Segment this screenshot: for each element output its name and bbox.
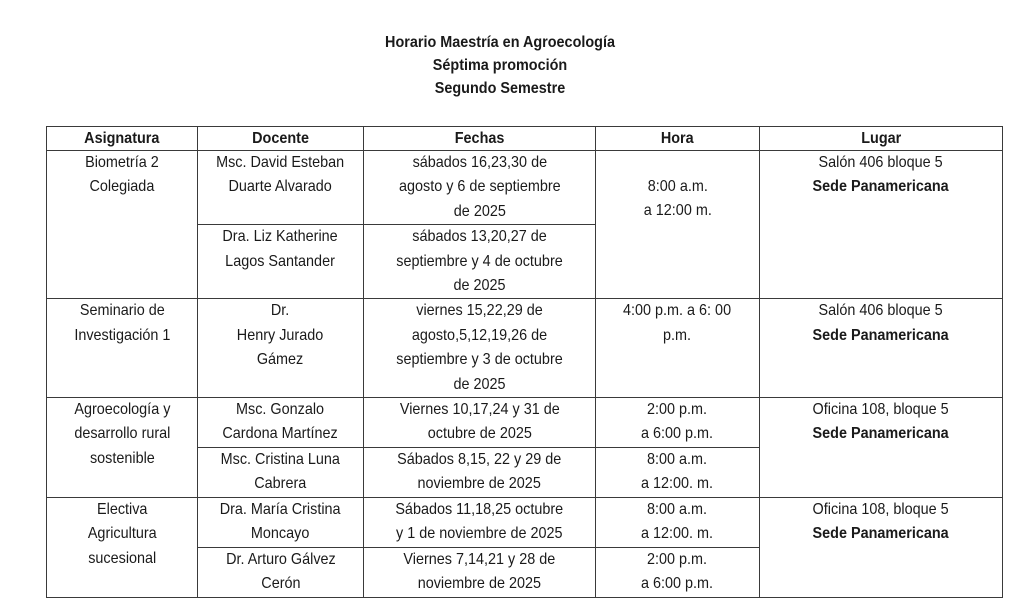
header-docente [198,127,364,151]
cell-text-line: Cabrera [254,475,307,493]
cell-text-line: Asignatura [84,130,160,147]
asignatura-cell [47,299,198,398]
cell-text-line: Viernes 10,17,24 y 31 de [399,401,560,419]
document-title [0,31,1000,100]
cell-text [641,548,713,597]
cell-text-line: 8:00 a.m. [647,450,708,468]
cell-text-line: Gámez [257,351,304,369]
cell-text [223,398,338,447]
lugar-cell [760,151,1003,299]
schedule-table [46,126,1003,598]
cell-text-line: Dra. María Cristina [220,500,341,518]
docente-cell [198,447,364,497]
cell-text-line: sostenible [89,449,155,467]
cell-text-line: p.m. [663,326,692,344]
hora-cell [596,299,760,398]
cell-text-line: Sede Panamericana [812,425,950,443]
lugar-cell [760,398,1003,498]
cell-text [813,498,949,547]
cell-text-line: Oficina 108, bloque 5 [812,401,950,419]
cell-text-line: Msc. David Esteban [216,154,345,171]
fechas-cell [364,225,596,299]
cell-text-line: viernes 15,22,29 de [416,302,543,320]
cell-text-line: Hora [661,130,694,147]
table-row [47,497,1003,547]
cell-text [400,398,560,447]
hora-cell [596,547,760,597]
fechas-cell [364,547,596,597]
cell-text [85,151,159,200]
cell-text [643,175,711,224]
cell-text-line: Fechas [454,130,505,147]
cell-text-line: a 6:00 p.m. [641,425,714,443]
cell-text [813,299,949,348]
header-lugar [760,127,1003,151]
cell-text-line: Sede Panamericana [812,525,950,543]
cell-text [220,498,341,547]
cell-text [74,398,170,471]
cell-text-line: 2:00 p.m. [647,550,708,568]
docente-cell [198,547,364,597]
cell-text-line: de 2025 [453,202,506,220]
docente-cell [198,225,364,299]
cell-text-line: Moncayo [251,525,310,543]
cell-text [74,299,170,348]
table-row [47,151,1003,225]
cell-text-line: Sábados 11,18,25 octubre [395,500,564,518]
docente-cell [198,299,364,398]
cell-text [813,398,949,447]
cell-text-line: Duarte Alvarado [228,178,333,196]
cell-text-line: Sede Panamericana [812,326,950,344]
cell-text-line: a 12:00. m. [641,525,714,543]
cell-text [223,225,338,274]
cell-text-line: Lugar [860,130,901,147]
cell-text-line: Sede Panamericana [812,178,950,196]
hora-cell [596,447,760,497]
header-fechas [364,127,596,151]
asignatura-cell [47,151,198,299]
cell-text-line: y 1 de noviembre de 2025 [396,525,563,543]
cell-text-line: a 12:00 m. [643,202,712,220]
cell-text-line: a 6:00 p.m. [641,575,714,593]
title-line-1: Horario Maestría en Agroecología [385,34,615,51]
hora-cell [596,151,760,299]
cell-text [397,448,561,497]
cell-text-line: Electiva [96,500,148,518]
cell-text-line: Agroecología y [73,401,171,419]
cell-text-line: septiembre y 4 de octubre [396,252,563,270]
header-hora [596,127,760,151]
cell-text-line: de 2025 [453,277,506,295]
cell-text [813,151,949,200]
table-row [47,398,1003,448]
cell-text [641,498,713,547]
cell-text-line: Dra. Liz Katherine [222,228,339,246]
cell-text-line: Msc. Cristina Luna [220,450,341,468]
cell-text [216,151,344,200]
cell-text-line: a 12:00. m. [641,475,714,493]
header-asignatura [47,127,198,151]
asignatura-cell [47,398,198,498]
cell-text-line: agosto y 6 de septiembre [398,178,561,196]
hora-cell [596,497,760,547]
docente-cell [198,398,364,448]
docente-cell [198,497,364,547]
cell-text [641,448,713,497]
cell-text-line: Msc. Gonzalo [236,401,325,419]
cell-text-line: noviembre de 2025 [417,575,542,593]
title-line-2: Séptima promoción [432,57,568,74]
cell-text-line: de 2025 [453,375,506,393]
cell-text-line: Docente [252,130,309,147]
cell-text [221,448,340,497]
fechas-cell [364,299,596,398]
cell-text-line: Lagos Santander [225,252,336,270]
asignatura-cell [47,497,198,597]
cell-text-line: Salón 406 bloque 5 [818,154,944,171]
cell-text-line: Seminario de [79,302,165,320]
cell-text [237,299,323,372]
fechas-cell [364,151,596,225]
cell-text [623,299,731,348]
cell-text-line: Oficina 108, bloque 5 [812,500,950,518]
cell-text-line: Dr. [271,302,290,320]
cell-text [399,151,561,224]
title-line-3: Segundo Semestre [434,80,566,97]
cell-text-line: noviembre de 2025 [417,475,542,493]
table-row [47,299,1003,398]
fechas-cell [364,447,596,497]
lugar-cell [760,299,1003,398]
cell-text-line: 8:00 a.m. [647,178,708,195]
cell-text-line: Salón 406 bloque 5 [818,302,944,320]
cell-text-line: 2:00 p.m. [647,401,708,419]
cell-text-line: Cerón [260,575,301,593]
hora-cell [596,398,760,448]
cell-text-line: Agricultura [87,525,157,543]
cell-text [226,548,336,597]
cell-text [396,498,564,547]
cell-text-line: agosto,5,12,19,26 de [411,326,548,344]
cell-text-line: Viernes 7,14,21 y 28 de [403,550,556,568]
cell-text-line: Biometría 2 [85,154,159,171]
cell-text-line: Cardona Martínez [222,425,339,443]
cell-text-line: Henry Jurado [237,326,324,344]
cell-text-line: Investigación 1 [73,326,171,344]
lugar-cell [760,497,1003,597]
cell-text-line: Colegiada [89,178,155,196]
cell-text [396,225,563,298]
cell-text-line: Sábados 8,15, 22 y 29 de [397,450,562,468]
cell-text-line: sucesional [87,549,157,567]
docente-cell [198,151,364,225]
cell-text-line: sábados 13,20,27 de [412,228,547,246]
cell-text [88,498,157,571]
cell-text [396,299,563,397]
cell-text-line: 8:00 a.m. [647,500,708,518]
cell-text-line: desarrollo rural [73,425,171,443]
header-row [47,127,1003,151]
cell-text [404,548,556,597]
cell-text [641,398,713,447]
fechas-cell [364,398,596,448]
cell-text-line: Dr. Arturo Gálvez [225,550,336,568]
fechas-cell [364,497,596,547]
cell-text-line: sábados 16,23,30 de [412,154,547,171]
cell-text-line: octubre de 2025 [427,425,532,443]
cell-text-line: septiembre y 3 de octubre [396,351,563,369]
cell-text-line: 4:00 p.m. a 6: 00 [623,302,732,320]
